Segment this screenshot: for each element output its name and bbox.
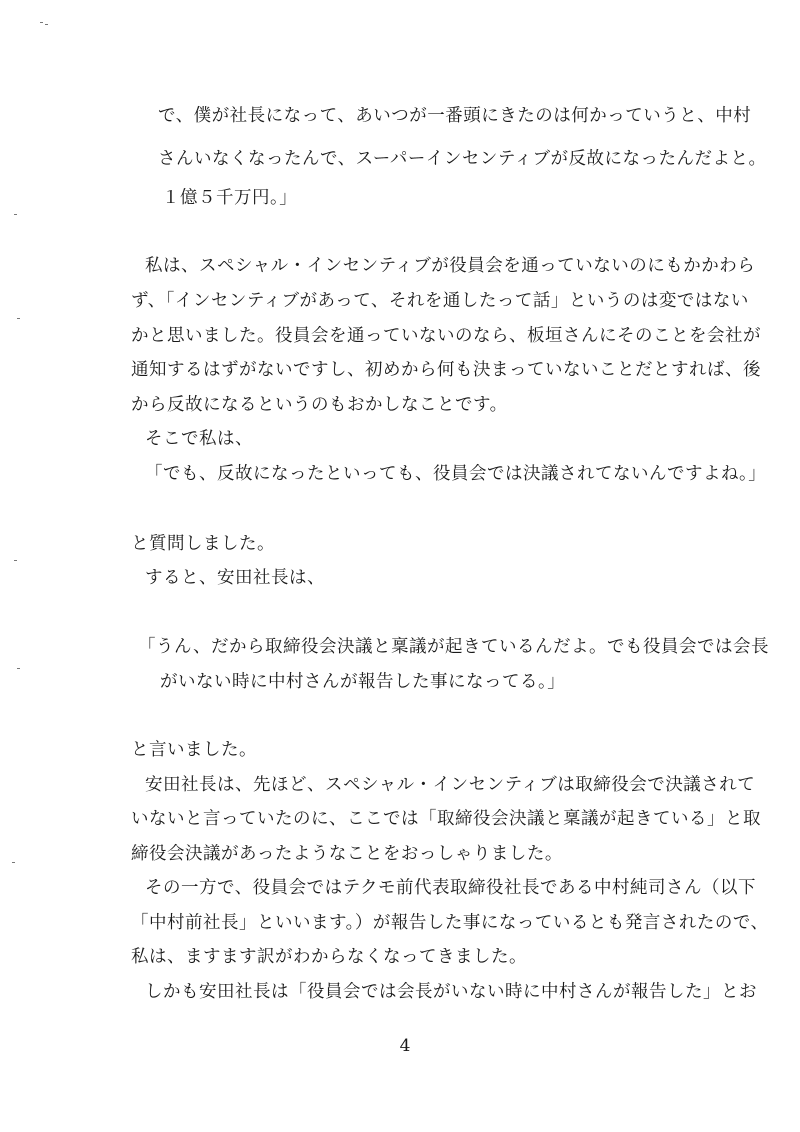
text-line: ず、「インセンティブがあって、それを通したって話」というのは変ではない [131,291,749,311]
scan-speck [45,24,48,25]
text-line: さんいなくなったんで、スーパーインセンティブが反故になったんだよと。 [158,149,767,169]
text-line: いないと言っていたのに、ここでは「取締役会決議と稟議が起きている」と取 [131,809,761,829]
text-line: と言いました。 [131,740,257,760]
scan-speck [40,22,43,23]
text-line: 締役会決議があったようなことをおっしゃりました。 [131,844,563,864]
text-line: から反故になるというのもおかしなことです。 [131,395,508,415]
scan-speck [17,318,20,319]
text-line: 「中村前社長」といいます。）が報告した事になっているとも発言されたので、 [131,913,769,933]
text-line: 私は、ますます訳がわからなくなってきました。 [131,947,527,967]
text-line: その一方で、役員会ではテクモ前代表取締役社長である中村純司さん（以下 [145,878,756,898]
text-line: と質問しました。 [131,534,275,554]
scan-speck [12,862,15,863]
text-line: かと思いました。役員会を通っていないのなら、板垣さんにそのことを会社が [131,326,761,346]
text-line: 通知するはずがないですし、初めから何も決まっていないことだとすれば、後 [131,360,761,380]
text-line: で、僕が社長になって、あいつが一番頭にきたのは何かっていうと、中村 [158,106,752,126]
text-line: そこで私は、 [145,429,253,449]
scan-speck [14,214,17,215]
text-line: 安田社長は、先ほど、スペシャル・インセンティブは取締役会で決議されて [145,775,756,795]
text-line: 「うん、だから取締役会決議と稟議が起きているんだよ。でも役員会では会長 [138,637,770,657]
text-line: 私は、スペシャル・インセンティブが役員会を通っていないのにもかかわら [145,256,756,276]
text-line: がいない時に中村さんが報告した事になってる。」 [160,672,566,692]
page-number: 4 [399,1036,411,1056]
scan-speck [17,668,20,669]
text-line: １億５千万円。」 [162,188,298,208]
scan-speck [14,560,17,561]
text-line: すると、安田社長は、 [145,568,325,588]
text-line: 「でも、反故になったといっても、役員会では決議されてないんですよね。」 [145,464,767,484]
text-line: しかも安田社長は「役員会では会長がいない時に中村さんが報告した」とお [145,982,757,1002]
